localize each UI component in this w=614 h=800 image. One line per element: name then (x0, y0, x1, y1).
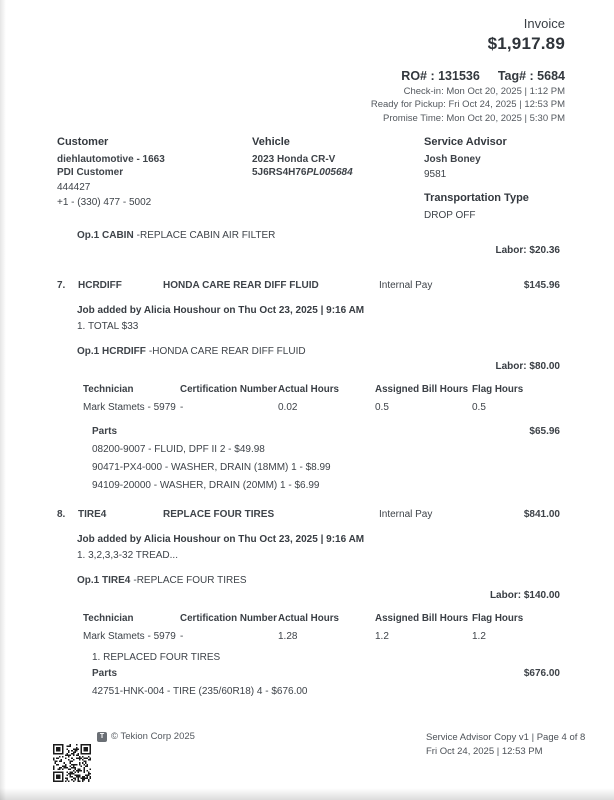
op-line-tire4 (77, 574, 560, 587)
col-actual-hours: Actual Hours (278, 384, 339, 395)
technician-table (83, 383, 560, 414)
job-added-by: Job added by Alicia Houshour on Thu Oct 23, 2025 | 9:16 AM (77, 534, 365, 545)
job-number: 8. (57, 509, 66, 520)
job-op-code: HCRDIFF (78, 280, 122, 291)
assigned-bill-hours: 1.2 (375, 631, 389, 642)
invoice-title: Invoice (523, 16, 565, 31)
ready-for-pickup-time: Ready for Pickup: Fri Oct 24, 2025 | 12:53 PM (370, 99, 565, 110)
parts-label: Parts (92, 426, 118, 437)
op-code-label: Op.1 CABIN (77, 230, 134, 241)
technician-row (83, 401, 560, 414)
part-line: 08200-9007 - FLUID, DPF II 2 - $49.98 (92, 444, 265, 455)
flag-hours: 0.5 (472, 402, 486, 413)
transportation-heading: Transportation Type (424, 191, 529, 204)
col-flag-hours: Flag Hours (472, 613, 524, 624)
labor-amount: Labor: $20.36 (495, 245, 560, 256)
op-line-hcrdiff (77, 345, 560, 358)
service-advisor-id: 9581 (424, 169, 447, 180)
technician-name: Mark Stamets - 5979 (83, 402, 176, 413)
op-description: -REPLACE CABIN AIR FILTER (136, 230, 276, 241)
info-section (57, 136, 560, 222)
col-certification-number: Certification Number (180, 613, 277, 624)
col-actual-hours: Actual Hours (278, 613, 339, 624)
jobs-section (57, 229, 560, 698)
technician-row (83, 630, 560, 643)
tekion-logo-icon: T (97, 732, 107, 742)
customer-type: PDI Customer (57, 166, 124, 178)
customer-heading: Customer (57, 136, 109, 148)
vehicle-heading: Vehicle (252, 136, 290, 148)
tag-number: Tag# : 5684 (497, 69, 565, 83)
transportation-value: DROP OFF (424, 209, 476, 221)
op-code-label: Op.1 TIRE4 (77, 575, 131, 586)
col-assigned-bill-hours: Assigned Bill Hours (375, 384, 469, 395)
certification-number: - (180, 402, 184, 413)
checkin-time: Check-in: Mon Oct 20, 2025 | 1:12 PM (403, 85, 565, 97)
col-technician: Technician (83, 384, 134, 395)
col-flag-hours: Flag Hours (472, 384, 524, 395)
job-added-by: Job added by Alicia Houshour on Thu Oct 23, 2025 | 9:16 AM (77, 305, 365, 316)
print-timestamp: Fri Oct 24, 2025 | 12:53 PM (426, 745, 543, 757)
op-code-label: Op.1 HCRDIFF (77, 346, 146, 357)
op-description: -HONDA CARE REAR DIFF FLUID (148, 346, 306, 357)
technician-table-header (83, 612, 560, 625)
job-amount: $145.96 (523, 280, 560, 291)
assigned-bill-hours: 0.5 (375, 402, 389, 413)
qr-code (53, 744, 91, 782)
customer-phone: +1 - (330) 477 - 5002 (57, 196, 152, 208)
transportation-block (424, 192, 560, 223)
job-header-8 (57, 508, 560, 521)
vin-prefix: 5J6RS4H76 (252, 166, 307, 178)
invoice-header (371, 16, 565, 124)
parts-total: $65.96 (529, 426, 560, 437)
part-line: 90471-PX4-000 - WASHER, DRAIN (18MM) 1 - $8.99 (92, 462, 331, 473)
customer-name: diehlautomotive - 1663 (57, 154, 165, 165)
copyright-text: © Tekion Corp 2025 (111, 731, 195, 742)
op-line-cabin (77, 229, 560, 242)
page-info-block (426, 731, 585, 758)
job-amount: $841.00 (523, 509, 560, 520)
vehicle-block (252, 136, 424, 222)
col-certification-number: Certification Number (180, 384, 277, 395)
part-line: 94109-20000 - WASHER, DRAIN (20MM) 1 - $6.99 (92, 480, 320, 491)
certification-number: - (180, 631, 184, 642)
vehicle-model: 2023 Honda CR-V (252, 154, 336, 165)
job-header-7 (57, 279, 560, 292)
technician-table (83, 612, 560, 643)
scan-bottom-shadow (0, 788, 614, 800)
service-advisor-name: Josh Boney (424, 154, 481, 165)
parts-total: $676.00 (523, 668, 560, 679)
col-technician: Technician (83, 613, 134, 624)
op-description: -REPLACE FOUR TIRES (133, 575, 247, 586)
vin-suffix: PL005684 (306, 166, 353, 178)
parts-label: Parts (92, 668, 118, 679)
job-note: 1. TOTAL $33 (77, 321, 139, 332)
job-number: 7. (57, 280, 66, 291)
service-advisor-heading: Service Advisor (424, 136, 507, 148)
job-pay-type: Internal Pay (379, 280, 433, 291)
labor-amount: Labor: $80.00 (495, 361, 560, 372)
copyright-line (97, 731, 195, 742)
vehicle-vin (252, 167, 424, 180)
part-line: 42751-HNK-004 - TIRE (235/60R18) 4 - $676.00 (92, 686, 308, 697)
ro-number: RO# : 131536 (401, 69, 480, 83)
tech-story-line: 1. REPLACED FOUR TIRES (92, 652, 221, 663)
service-advisor-block (424, 136, 560, 222)
job-op-code: TIRE4 (78, 509, 107, 520)
job-title: REPLACE FOUR TIRES (163, 509, 275, 520)
actual-hours: 0.02 (278, 402, 298, 413)
job-note: 1. 3,2,3,3-32 TREAD... (77, 550, 178, 561)
scan-edge-shadow (0, 0, 6, 800)
technician-table-header (83, 383, 560, 396)
actual-hours: 1.28 (278, 631, 298, 642)
parts-header (57, 667, 560, 680)
flag-hours: 1.2 (472, 631, 486, 642)
customer-block (57, 136, 252, 222)
technician-name: Mark Stamets - 5979 (83, 631, 176, 642)
job-title: HONDA CARE REAR DIFF FLUID (163, 280, 319, 291)
doc-version-page: Service Advisor Copy v1 | Page 4 of 8 (426, 732, 586, 743)
labor-amount: Labor: $140.00 (489, 590, 560, 601)
parts-header (57, 425, 560, 438)
invoice-total-amount: $1,917.89 (487, 34, 565, 53)
promise-time: Promise Time: Mon Oct 20, 2025 | 5:30 PM (383, 112, 565, 124)
job-pay-type: Internal Pay (379, 509, 433, 520)
col-assigned-bill-hours: Assigned Bill Hours (375, 613, 469, 624)
ro-tag-line (371, 69, 565, 83)
customer-account-number: 444427 (57, 181, 91, 193)
